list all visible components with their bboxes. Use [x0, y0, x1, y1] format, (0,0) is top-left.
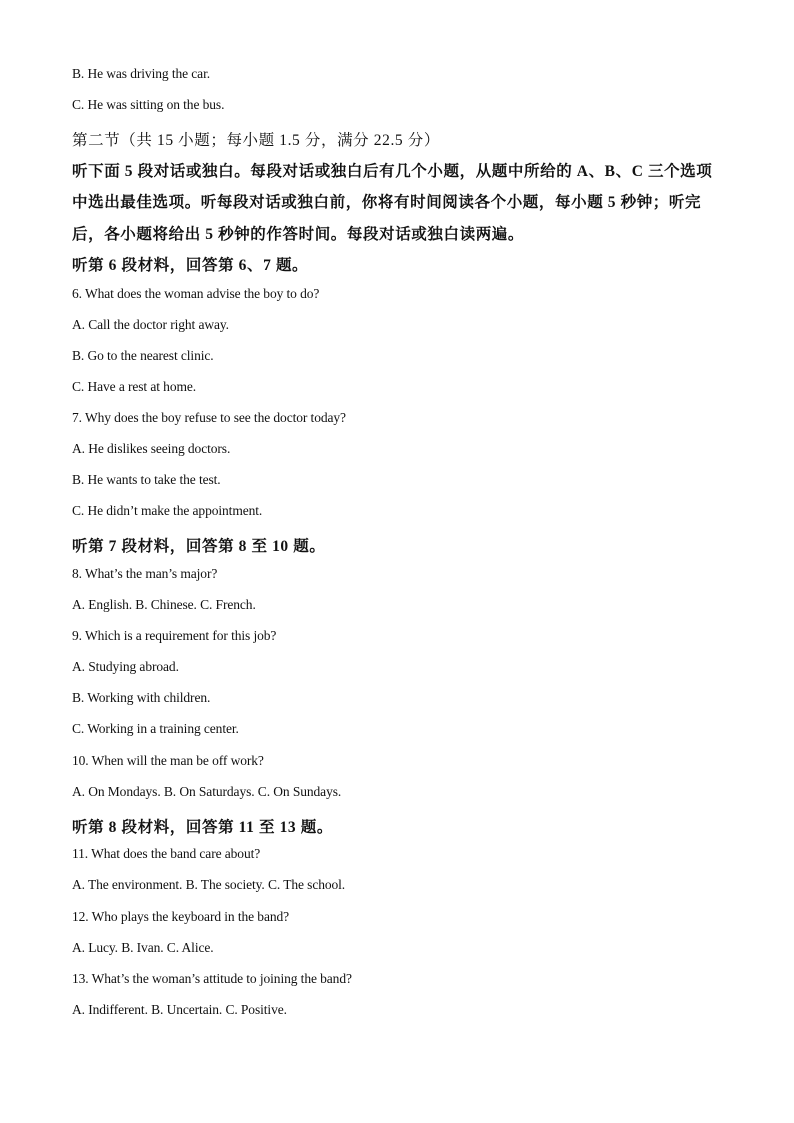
material-heading: 听第 8 段材料，回答第 11 至 13 题。	[72, 819, 333, 836]
option-line: B. Go to the nearest clinic.	[72, 348, 214, 363]
option-line: C. He didn’t make the appointment.	[72, 503, 263, 518]
instruction-line: 中选出最佳选项。听每段对话或独白前，你将有时间阅读各个小题，每小题 5 秒钟；听完	[72, 194, 702, 211]
question-line: 10. When will the man be off work?	[72, 753, 264, 768]
option-line: B. Working with children.	[72, 690, 211, 705]
question-line: 7. Why does the boy refuse to see the doctor today?	[72, 410, 346, 425]
option-line: A. He dislikes seeing doctors.	[72, 441, 231, 456]
option-line: C. Working in a training center.	[72, 721, 239, 736]
option-line: A. English. B. Chinese. C. French.	[72, 597, 256, 612]
option-line: C. He was sitting on the bus.	[72, 97, 225, 112]
question-line: 6. What does the woman advise the boy to do?	[72, 286, 320, 301]
option-line: B. He wants to take the test.	[72, 472, 221, 487]
option-line: C. Have a rest at home.	[72, 379, 197, 394]
instruction-line: 听下面 5 段对话或独白。每段对话或独白后有几个小题，从题中所给的 A、B、C 三个选项	[72, 163, 713, 180]
section-heading: 第二节（共 15 小题；每小题 1.5 分，满分 22.5 分）	[72, 132, 440, 149]
option-line: A. Call the doctor right away.	[72, 317, 229, 332]
option-line: A. Indifferent. B. Uncertain. C. Positive.	[72, 1002, 287, 1017]
option-line: B. He was driving the car.	[72, 66, 210, 81]
question-line: 12. Who plays the keyboard in the band?	[72, 909, 290, 924]
question-line: 13. What’s the woman’s attitude to joining the band?	[72, 971, 352, 986]
option-line: A. The environment. B. The society. C. The school.	[72, 877, 346, 892]
material-heading: 听第 6 段材料，回答第 6、7 题。	[72, 257, 309, 274]
option-line: A. Studying abroad.	[72, 659, 179, 674]
question-line: 8. What’s the man’s major?	[72, 566, 218, 581]
option-line: A. On Mondays. B. On Saturdays. C. On Sundays.	[72, 784, 342, 799]
option-line: A. Lucy. B. Ivan. C. Alice.	[72, 940, 214, 955]
instruction-line: 后，各小题将给出 5 秒钟的作答时间。每段对话或独白读两遍。	[72, 226, 525, 243]
material-heading: 听第 7 段材料，回答第 8 至 10 题。	[72, 538, 326, 555]
question-line: 9. Which is a requirement for this job?	[72, 628, 277, 643]
question-line: 11. What does the band care about?	[72, 846, 261, 861]
